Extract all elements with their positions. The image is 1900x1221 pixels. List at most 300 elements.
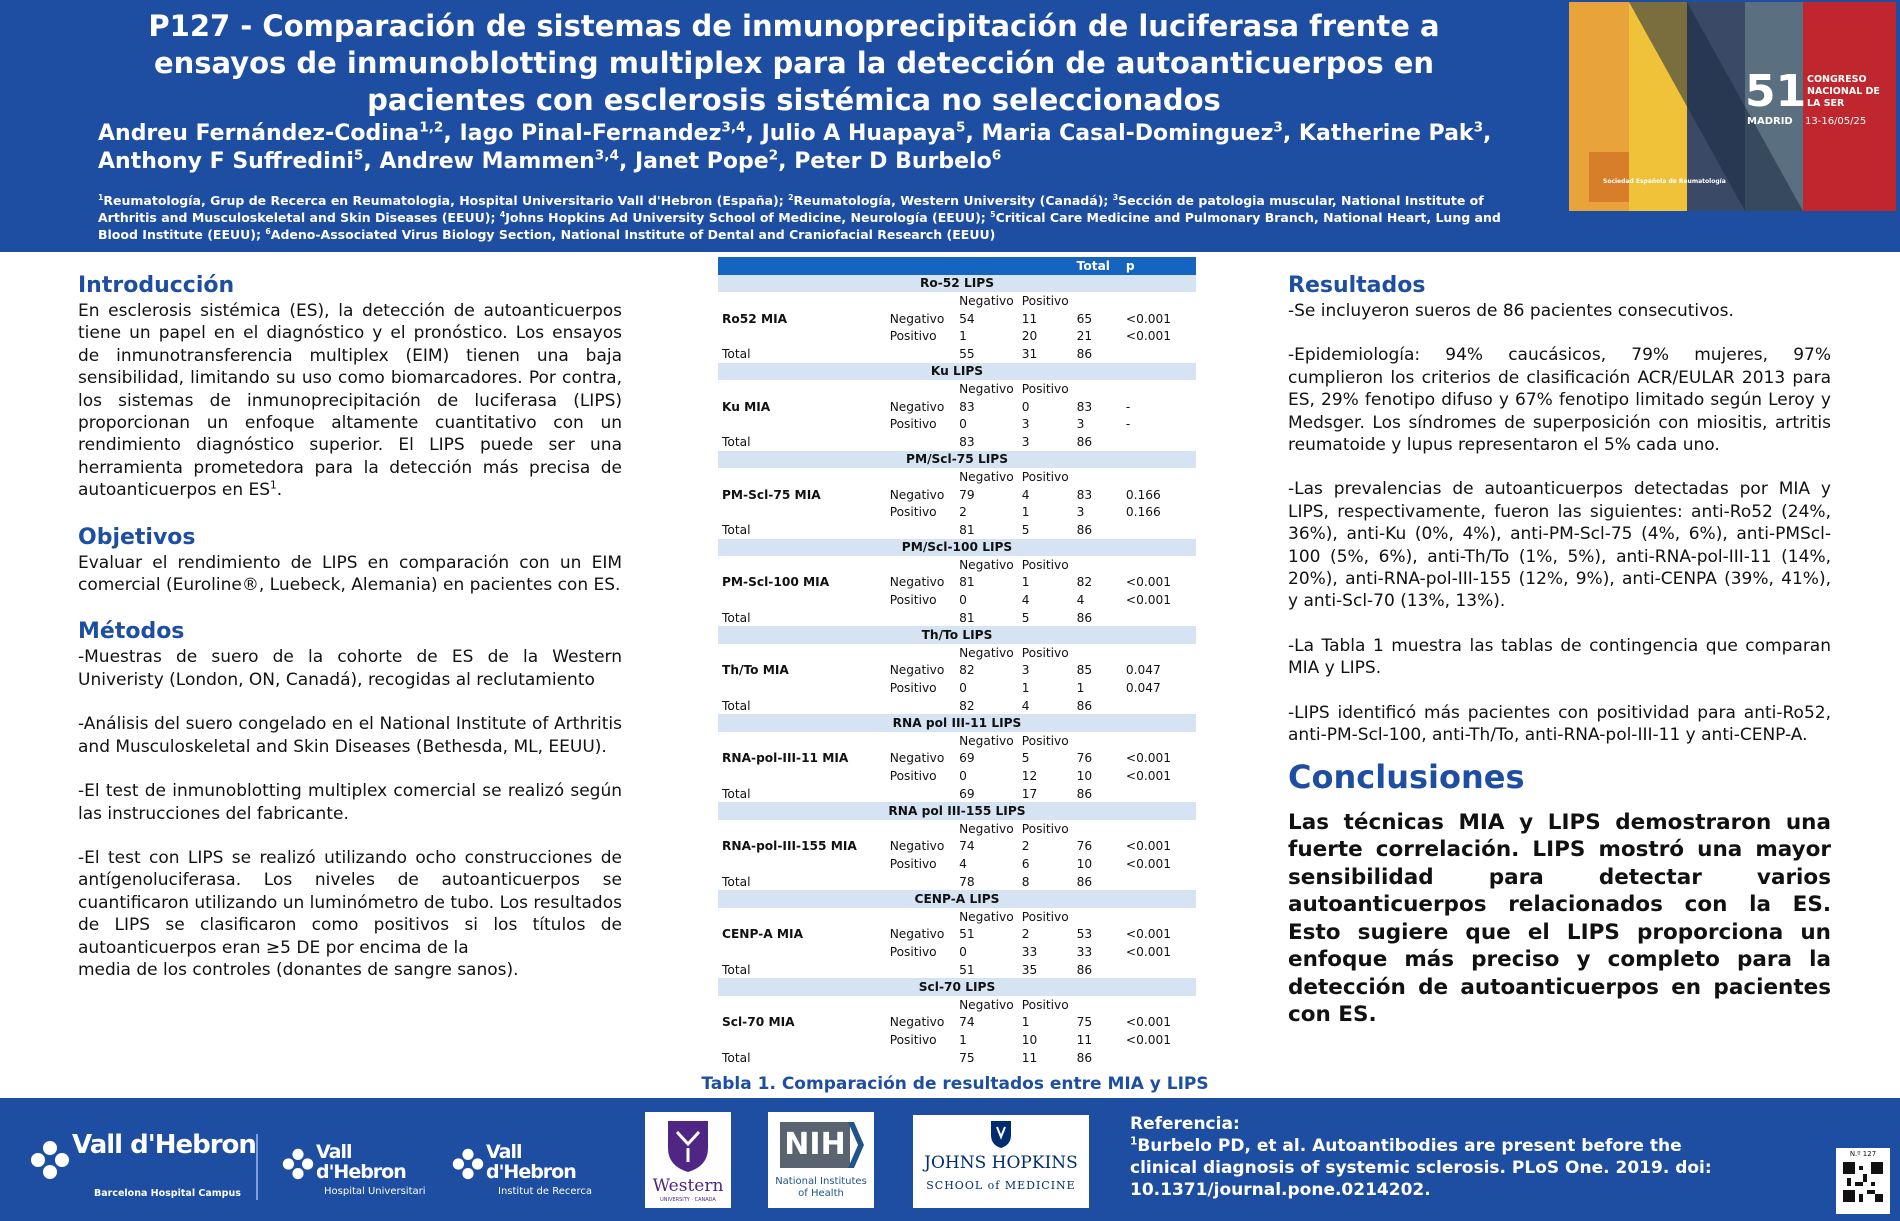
table-cell: [1122, 908, 1196, 926]
table-cell: 83: [959, 399, 975, 414]
table-cell: Positivo: [889, 769, 937, 784]
author: Peter D Burbelo$^6$: [794, 147, 1002, 174]
table-mia-label: Ku MIA: [722, 399, 771, 414]
table-cell: [886, 996, 955, 1014]
metodos-paragraph: -El test con LIPS se realizó utilizando ocho construcciones de antígenoluciferasa. Los niveles de autoanticuerpos se cuantificaron utilizando un luminómetro de tubo. Los resultados de LIPS se clasificaron como positivos si los títulos de autoanticuerpos eran ≥5 DE por encima de la: [78, 847, 622, 958]
author: Andreu Fernández-Codina$^{1,2}$: [98, 119, 444, 146]
table-cell: <0.001: [1125, 311, 1172, 326]
table-cell: 0.047: [1125, 681, 1161, 696]
table-cell: 10: [1076, 769, 1093, 784]
table-cell: 74: [959, 1015, 975, 1030]
contingency-table-wrapper: [718, 257, 1196, 1066]
table-cell: [1122, 380, 1196, 398]
congress-number: 51: [1745, 66, 1807, 117]
table-cell: Positivo: [889, 1032, 937, 1047]
resultados-paragraph: -LIPS identificó más pacientes con positividad para anti-Ro52, anti-PM-Scl-100, anti-Th/To, anti-RNA-pol-III-11 y anti-CENP-A.: [1288, 702, 1831, 746]
table-cell: Negativo: [889, 663, 945, 678]
table-cell: 86: [1076, 522, 1093, 537]
table-cell: [886, 820, 955, 838]
table-cell: 3: [1021, 434, 1030, 449]
table-cell: 0.047: [1125, 663, 1161, 678]
table-cell: 35: [1021, 962, 1038, 977]
table-data-row: [718, 574, 1196, 592]
author: Janet Pope$^2$: [634, 147, 779, 174]
table-total-row: [718, 433, 1196, 451]
table-cell: 51: [959, 927, 975, 942]
table-group-band: [718, 890, 1196, 908]
table-group-band: [718, 275, 1196, 293]
author: Maria Casal-Dominguez$^3$: [981, 119, 1283, 146]
vall-hebron-campus-name: Vall d'Hebron: [72, 1130, 256, 1160]
table-cell: [1122, 556, 1196, 574]
resultados-paragraph: -Se incluyeron sueros de 86 pacientes consecutivos.: [1288, 301, 1734, 321]
table-cell: Positivo: [889, 505, 937, 520]
table-cell: [886, 961, 955, 979]
table-cell: [886, 257, 955, 275]
vall-hebron-hospital-name: Vall d'Hebron: [316, 1141, 406, 1183]
table-cell: [886, 556, 955, 574]
table-cell: 86: [1076, 1050, 1093, 1065]
table-group-band: [718, 978, 1196, 996]
table-cell: [1122, 785, 1196, 803]
table-cell: [1122, 292, 1196, 310]
table-cell: [718, 380, 886, 398]
resultados-title: Resultados: [1288, 273, 1426, 298]
table-cell: 4: [1021, 593, 1030, 608]
table-cell: Negativo: [889, 927, 945, 942]
table-cell: [718, 1031, 886, 1049]
table-cell: [1122, 345, 1196, 363]
table-total-label: Total: [722, 962, 751, 977]
table-cell: <0.001: [1125, 927, 1172, 942]
table-cell: [886, 644, 955, 662]
table-group-band: [718, 451, 1196, 469]
table-cell: 76: [1076, 839, 1093, 854]
table-cell: 81: [959, 575, 975, 590]
table-header-p: p: [1122, 257, 1196, 275]
vall-hebron-institut-logo: [452, 1142, 612, 1202]
table-cell: 81: [959, 522, 975, 537]
table-cell: [1073, 644, 1122, 662]
table-cell: [1073, 292, 1122, 310]
table-col-positivo: Positivo: [1021, 909, 1069, 924]
vall-hebron-cross-icon: [282, 1148, 314, 1180]
table-group-band: [718, 363, 1196, 381]
table-total-label: Total: [722, 698, 751, 713]
table-cell: 17: [1021, 786, 1038, 801]
table-cell: 81: [959, 610, 975, 625]
table-subheader-row: [718, 380, 1196, 398]
congress-org: Sociedad Española de Reumatología: [1603, 178, 1726, 185]
table-cell: Positivo: [889, 593, 937, 608]
table-mia-label: PM-Scl-100 MIA: [722, 575, 830, 590]
table-col-positivo: Positivo: [1021, 997, 1069, 1012]
table-cell: [718, 292, 886, 310]
table-cell: 6: [1021, 856, 1030, 871]
table-cell: [718, 732, 886, 750]
table-total-row: [718, 521, 1196, 539]
table-total-label: Total: [722, 522, 751, 537]
table-total-label: Total: [722, 874, 751, 889]
table-cell: [1122, 996, 1196, 1014]
table-group-title: Ro-52 LIPS: [718, 275, 1196, 293]
table-cell: 3: [1021, 417, 1030, 432]
table-cell: 1: [1021, 681, 1030, 696]
table-cell: [1122, 468, 1196, 486]
table-group-title: Ku LIPS: [718, 363, 1196, 381]
table-cell: 75: [959, 1050, 975, 1065]
conclusiones-title: Conclusiones: [1288, 757, 1525, 796]
table-cell: [1122, 820, 1196, 838]
vall-hebron-campus-sub: Barcelona Hospital Campus: [94, 1188, 241, 1199]
table-cell: 2: [1021, 927, 1030, 942]
table-cell: [886, 433, 955, 451]
reference-block: [1130, 1113, 1730, 1201]
table-cell: <0.001: [1125, 769, 1172, 784]
table-group-band: [718, 714, 1196, 732]
table-mia-label: RNA-pol-III-155 MIA: [722, 839, 857, 854]
table-cell: [718, 327, 886, 345]
table-cell: [718, 679, 886, 697]
metodos-title: Métodos: [78, 619, 185, 645]
table-cell: Negativo: [889, 311, 945, 326]
table-cell: Positivo: [889, 329, 937, 344]
table-data-row: [718, 662, 1196, 680]
table-cell: [1073, 908, 1122, 926]
vall-hebron-cross-icon: [452, 1148, 484, 1180]
table-data-row: [718, 855, 1196, 873]
vall-hebron-hospital-sub: Hospital Universitari: [324, 1186, 426, 1197]
affiliation-list: [98, 192, 1518, 243]
table-data-row: [718, 486, 1196, 504]
table-col-negativo: Negativo: [959, 469, 1014, 484]
table-cell: [886, 521, 955, 539]
affiliation: $^6$Adeno-Associated Virus Biology Section, National Institute of Dental and Craniofacial Research (EEUU): [265, 226, 996, 242]
table-mia-label: Th/To MIA: [722, 663, 789, 678]
table-cell: [1122, 732, 1196, 750]
congress-dates: 13-16/05/25: [1805, 116, 1867, 127]
table-cell: [718, 908, 886, 926]
table-subheader-row: [718, 996, 1196, 1014]
table-cell: 10: [1076, 856, 1093, 871]
table-cell: 0: [959, 417, 967, 432]
vall-hebron-cross-icon: [30, 1140, 70, 1180]
table-cell: 31: [1021, 346, 1038, 361]
table-cell: 5: [1021, 610, 1030, 625]
table-cell: [886, 292, 955, 310]
table-subheader-row: [718, 820, 1196, 838]
table-group-band: [718, 802, 1196, 820]
resultados-paragraph: -La Tabla 1 muestra las tablas de contingencia que comparan MIA y LIPS.: [1288, 635, 1831, 679]
table-cell: 11: [1021, 311, 1038, 326]
table-cell: [1073, 732, 1122, 750]
table-cell: 1: [959, 1032, 967, 1047]
table-subheader-row: [718, 292, 1196, 310]
table-cell: [886, 908, 955, 926]
nih-logo: [768, 1112, 874, 1208]
table-col-negativo: Negativo: [959, 381, 1014, 396]
table-cell: 86: [1076, 874, 1093, 889]
table-mia-label: Scl-70 MIA: [722, 1015, 795, 1030]
table-cell: 75: [1076, 1015, 1093, 1030]
table-cell: Negativo: [889, 751, 945, 766]
table-cell: 33: [1076, 944, 1093, 959]
table-cell: 82: [1076, 575, 1093, 590]
table-cell: [1018, 257, 1073, 275]
table-cell: Positivo: [889, 944, 937, 959]
table-data-row: [718, 1014, 1196, 1032]
right-column: [1288, 272, 1831, 1029]
table-cell: [1122, 1049, 1196, 1067]
table-cell: [886, 785, 955, 803]
vall-hebron-institut-sub: Institut de Recerca: [498, 1186, 593, 1197]
affiliation: $^4$Johns Hopkins Ad University School of Medicine, Neurología (EEUU);: [499, 209, 991, 225]
table-cell: 1: [1076, 681, 1085, 696]
table-cell: Negativo: [889, 487, 945, 502]
table-col-negativo: Negativo: [959, 557, 1014, 572]
table-col-negativo: Negativo: [959, 645, 1014, 660]
table-total-label: Total: [722, 1050, 751, 1065]
table-caption: Tabla 1. Comparación de resultados entre MIA y LIPS: [701, 1074, 1209, 1094]
table-total-row: [718, 1049, 1196, 1067]
table-subheader-row: [718, 556, 1196, 574]
table-cell: [718, 591, 886, 609]
table-group-title: RNA pol III-155 LIPS: [718, 802, 1196, 820]
table-cell: 82: [959, 698, 975, 713]
table-cell: [1122, 697, 1196, 715]
table-data-row: [718, 415, 1196, 433]
table-cell: 11: [1021, 1050, 1038, 1065]
table-cell: 20: [1021, 329, 1038, 344]
intro-text: En esclerosis sistémica (ES), la detección de autoanticuerpos tiene un papel en el diagnóstico y el pronóstico. Los ensayos de inmunotransferencia multiplex (EIM) tienen una baja sensibilidad, limitando su uso como biomarcadores. Por contra, los sistemas de inmunoprecipitación de luciferasa (LIPS) proporcionan un enfoque altamente cuantitativo con un rendimiento diagnóstico superior. El LIPS puede ser una herramienta prometedora para la detección más precisa de autoanticuerpos en $ES^1$.: [78, 301, 622, 501]
table-mia-label: RNA-pol-III-11 MIA: [722, 751, 849, 766]
reference-text: $^1$Burbelo PD, et al. Autoantibodies are present before the clinical diagnosis of systemic sclerosis. PLoS One. 2019. doi: 10.1371/journal.pone.0214202.: [1130, 1135, 1712, 1200]
table-data-row: [718, 679, 1196, 697]
table-cell: <0.001: [1125, 751, 1172, 766]
table-cell: 4: [1076, 593, 1085, 608]
table-col-positivo: Positivo: [1021, 821, 1069, 836]
metodos-paragraph: -El test de inmunoblotting multiplex comercial se realizó según las instrucciones del fabricante.: [78, 781, 622, 824]
table-col-positivo: Positivo: [1021, 293, 1069, 308]
johns-hopkins-sub: SCHOOL of MEDICINE: [926, 1179, 1076, 1192]
table-cell: 86: [1076, 610, 1093, 625]
table-cell: Positivo: [889, 856, 937, 871]
vall-hebron-campus-logo: [30, 1130, 256, 1202]
affiliation: $^3$Sección de patologia muscular, National Institute of Arthritis and Musculoskeletal and Skin Diseases (EEUU);: [98, 192, 1484, 225]
table-cell: -: [1125, 417, 1131, 432]
table-cell: [886, 732, 955, 750]
resultados-paragraph: -Epidemiología: 94% caucásicos, 79% mujeres, 97% cumplieron los criterios de clasificación ACR/EULAR 2013 para ES, 29% fenotipo difuso y 67% fenotipo limitado según Leroy y Medsger. Los síndromes de superposición con miositis, artritis reumatoide y lupus representaron el 5% cada uno.: [1288, 345, 1831, 456]
table-total-row: [718, 609, 1196, 627]
table-header-row: [718, 257, 1196, 275]
table-data-row: [718, 750, 1196, 768]
table-cell: 1: [1021, 575, 1030, 590]
nih-arrow-icon: [848, 1122, 864, 1168]
affiliation: $^1$Reumatología, Grup de Recerca en Reumatologia, Hospital Universitario Vall d'Hebron (España);: [98, 192, 789, 208]
table-col-negativo: Negativo: [959, 293, 1014, 308]
nih-sub: National Institutes of Health: [775, 1176, 867, 1199]
table-total-row: [718, 961, 1196, 979]
table-cell: 0: [1021, 399, 1030, 414]
table-cell: 76: [1076, 751, 1093, 766]
table-cell: 3: [1076, 417, 1085, 432]
vall-hebron-hospital-logo: [282, 1142, 432, 1202]
table-col-positivo: Positivo: [1021, 469, 1069, 484]
objetivos-text: Evaluar el rendimiento de LIPS en comparación con un EIM comercial (Euroline®, Luebeck, Alemania) en pacientes con ES.: [78, 552, 622, 596]
table-col-negativo: Negativo: [959, 733, 1014, 748]
table-cell: [718, 996, 886, 1014]
congress-name: CONGRESO NACIONAL DE LA SER: [1807, 74, 1880, 109]
table-cell: 86: [1076, 962, 1093, 977]
table-cell: 5: [1021, 751, 1030, 766]
table-group-title: CENP-A LIPS: [718, 890, 1196, 908]
table-cell: <0.001: [1125, 329, 1172, 344]
table-cell: [718, 257, 886, 275]
table-cell: [1122, 521, 1196, 539]
resultados-paragraph: -Las prevalencias de autoanticuerpos detectadas por MIA y LIPS, respectivamente, fueron las siguientes: anti-Ro52 (24%, 36%), anti-Ku (0%, 4%), anti-PM-Scl-75 (4%, 6%), anti-PMScl-100 (5%, 6%), anti-Th/To (1%, 5%), anti-RNA-pol-III-11 (14%, 20%), anti-RNA-pol-III-155 (12%, 9%), anti-CENPA (39%, 41%), y anti-Scl-70 (13%, 13%).: [1288, 479, 1831, 612]
table-cell: 82: [959, 663, 975, 678]
table-mia-label: PM-Scl-75 MIA: [722, 487, 821, 502]
table-cell: 8: [1021, 874, 1030, 889]
table-cell: [1122, 644, 1196, 662]
table-cell: 1: [959, 329, 967, 344]
affiliation: $^5$Critical Care Medicine and Pulmonary Branch, National Heart, Lung and Blood Institute (EEUU);: [98, 209, 1501, 242]
table-col-positivo: Positivo: [1021, 381, 1069, 396]
table-total-label: Total: [722, 434, 751, 449]
table-cell: -: [1125, 399, 1131, 414]
congress-city: MADRID: [1747, 116, 1793, 127]
johns-hopkins-shield-icon: [989, 1119, 1013, 1149]
western-university-logo: [645, 1112, 731, 1208]
metodos-paragraph: -Muestras de suero de la cohorte de ES de la Western Univeristy (London, ON, Canadá), recogidas al reclutamiento: [78, 647, 622, 690]
metodos-paragraph: -Análisis del suero congelado en el National Institute of Arthritis and Musculoskeletal and Skin Diseases (Bethesda, ML, EEUU).: [78, 714, 622, 757]
table-cell: 3: [1021, 663, 1030, 678]
table-cell: [718, 468, 886, 486]
table-cell: [1073, 556, 1122, 574]
table-cell: 33: [1021, 944, 1038, 959]
table-total-label: Total: [722, 786, 751, 801]
contingency-table: [718, 257, 1196, 1066]
table-cell: 10: [1021, 1032, 1038, 1047]
table-cell: [1122, 961, 1196, 979]
table-cell: 3: [1076, 505, 1085, 520]
table-group-title: PM/Scl-75 LIPS: [718, 451, 1196, 469]
table-cell: [718, 820, 886, 838]
table-cell: 0: [959, 944, 967, 959]
table-cell: [718, 855, 886, 873]
table-cell: 1: [1021, 505, 1030, 520]
table-cell: 12: [1021, 769, 1038, 784]
table-cell: <0.001: [1125, 593, 1172, 608]
congress-logo: [1569, 2, 1896, 211]
table-cell: 4: [959, 856, 967, 871]
conclusiones-text: Las técnicas MIA y LIPS demostraron una fuerte correlación. LIPS mostró una mayor sensibilidad para detectar varios autoanticuerpos relacionados con la ES. Esto sugiere que el LIPS proporciona un enfoque más preciso y completo para la detección de autoanticuerpos en pacientes con ES.: [1288, 809, 1831, 1027]
qr-code[interactable]: [1836, 1148, 1890, 1214]
table-cell: [886, 468, 955, 486]
poster-header: [0, 0, 1900, 252]
table-data-row: [718, 1031, 1196, 1049]
table-col-negativo: Negativo: [959, 997, 1014, 1012]
table-group-title: Scl-70 LIPS: [718, 978, 1196, 996]
table-cell: 0.166: [1125, 505, 1161, 520]
left-column: [78, 272, 622, 981]
table-cell: [886, 380, 955, 398]
table-cell: 85: [1076, 663, 1093, 678]
objetivos-title: Objetivos: [78, 524, 196, 550]
table-data-row: [718, 327, 1196, 345]
table-cell: Negativo: [889, 1015, 945, 1030]
table-data-row: [718, 398, 1196, 416]
author: Katherine Pak$^3$: [1298, 119, 1484, 146]
table-cell: 83: [1076, 399, 1093, 414]
table-cell: 86: [1076, 786, 1093, 801]
table-cell: 2: [959, 505, 967, 520]
table-cell: 65: [1076, 311, 1093, 326]
table-cell: 86: [1076, 434, 1093, 449]
western-name: Western: [652, 1176, 724, 1196]
table-subheader-row: [718, 644, 1196, 662]
table-cell: Positivo: [889, 681, 937, 696]
table-cell: 86: [1076, 346, 1093, 361]
table-cell: 0: [959, 769, 967, 784]
table-col-positivo: Positivo: [1021, 645, 1069, 660]
table-cell: 83: [959, 434, 975, 449]
table-cell: [1073, 380, 1122, 398]
table-subheader-row: [718, 908, 1196, 926]
reference-title: Referencia:: [1130, 1114, 1240, 1134]
table-data-row: [718, 926, 1196, 944]
table-cell: [886, 345, 955, 363]
table-cell: [1073, 468, 1122, 486]
table-cell: [955, 257, 1018, 275]
table-cell: [1073, 996, 1122, 1014]
table-cell: [718, 415, 886, 433]
table-mia-label: CENP-A MIA: [722, 927, 804, 942]
table-cell: 0: [959, 681, 967, 696]
table-group-title: Th/To LIPS: [718, 626, 1196, 644]
table-cell: 53: [1076, 927, 1093, 942]
table-cell: 83: [1076, 487, 1093, 502]
table-cell: 0: [959, 593, 967, 608]
table-cell: 55: [959, 346, 975, 361]
table-cell: Negativo: [889, 399, 945, 414]
table-cell: [718, 644, 886, 662]
table-cell: 74: [959, 839, 975, 854]
table-subheader-row: [718, 468, 1196, 486]
table-group-band: [718, 626, 1196, 644]
vall-hebron-institut-name: Vall d'Hebron: [486, 1141, 576, 1183]
johns-hopkins-name: JOHNS HOPKINS: [924, 1153, 1078, 1173]
table-cell: <0.001: [1125, 1032, 1172, 1047]
table-subheader-row: [718, 732, 1196, 750]
table-data-row: [718, 767, 1196, 785]
nih-mark: NIH: [780, 1122, 850, 1168]
table-cell: <0.001: [1125, 944, 1172, 959]
table-cell: 11: [1076, 1032, 1093, 1047]
table-cell: [1122, 609, 1196, 627]
author: Andrew Mammen$^{3,4}$: [379, 147, 619, 174]
table-cell: [1073, 820, 1122, 838]
table-col-negativo: Negativo: [959, 909, 1014, 924]
table-cell: 0.166: [1125, 487, 1161, 502]
table-cell: <0.001: [1125, 1015, 1172, 1030]
table-total-label: Total: [722, 346, 751, 361]
table-cell: [718, 503, 886, 521]
qr-label: N.º 127: [1849, 1150, 1877, 1158]
table-cell: 2: [1021, 839, 1030, 854]
western-sub: UNIVERSITY · CANADA: [660, 1197, 716, 1203]
table-mia-label: Ro52 MIA: [722, 311, 788, 326]
